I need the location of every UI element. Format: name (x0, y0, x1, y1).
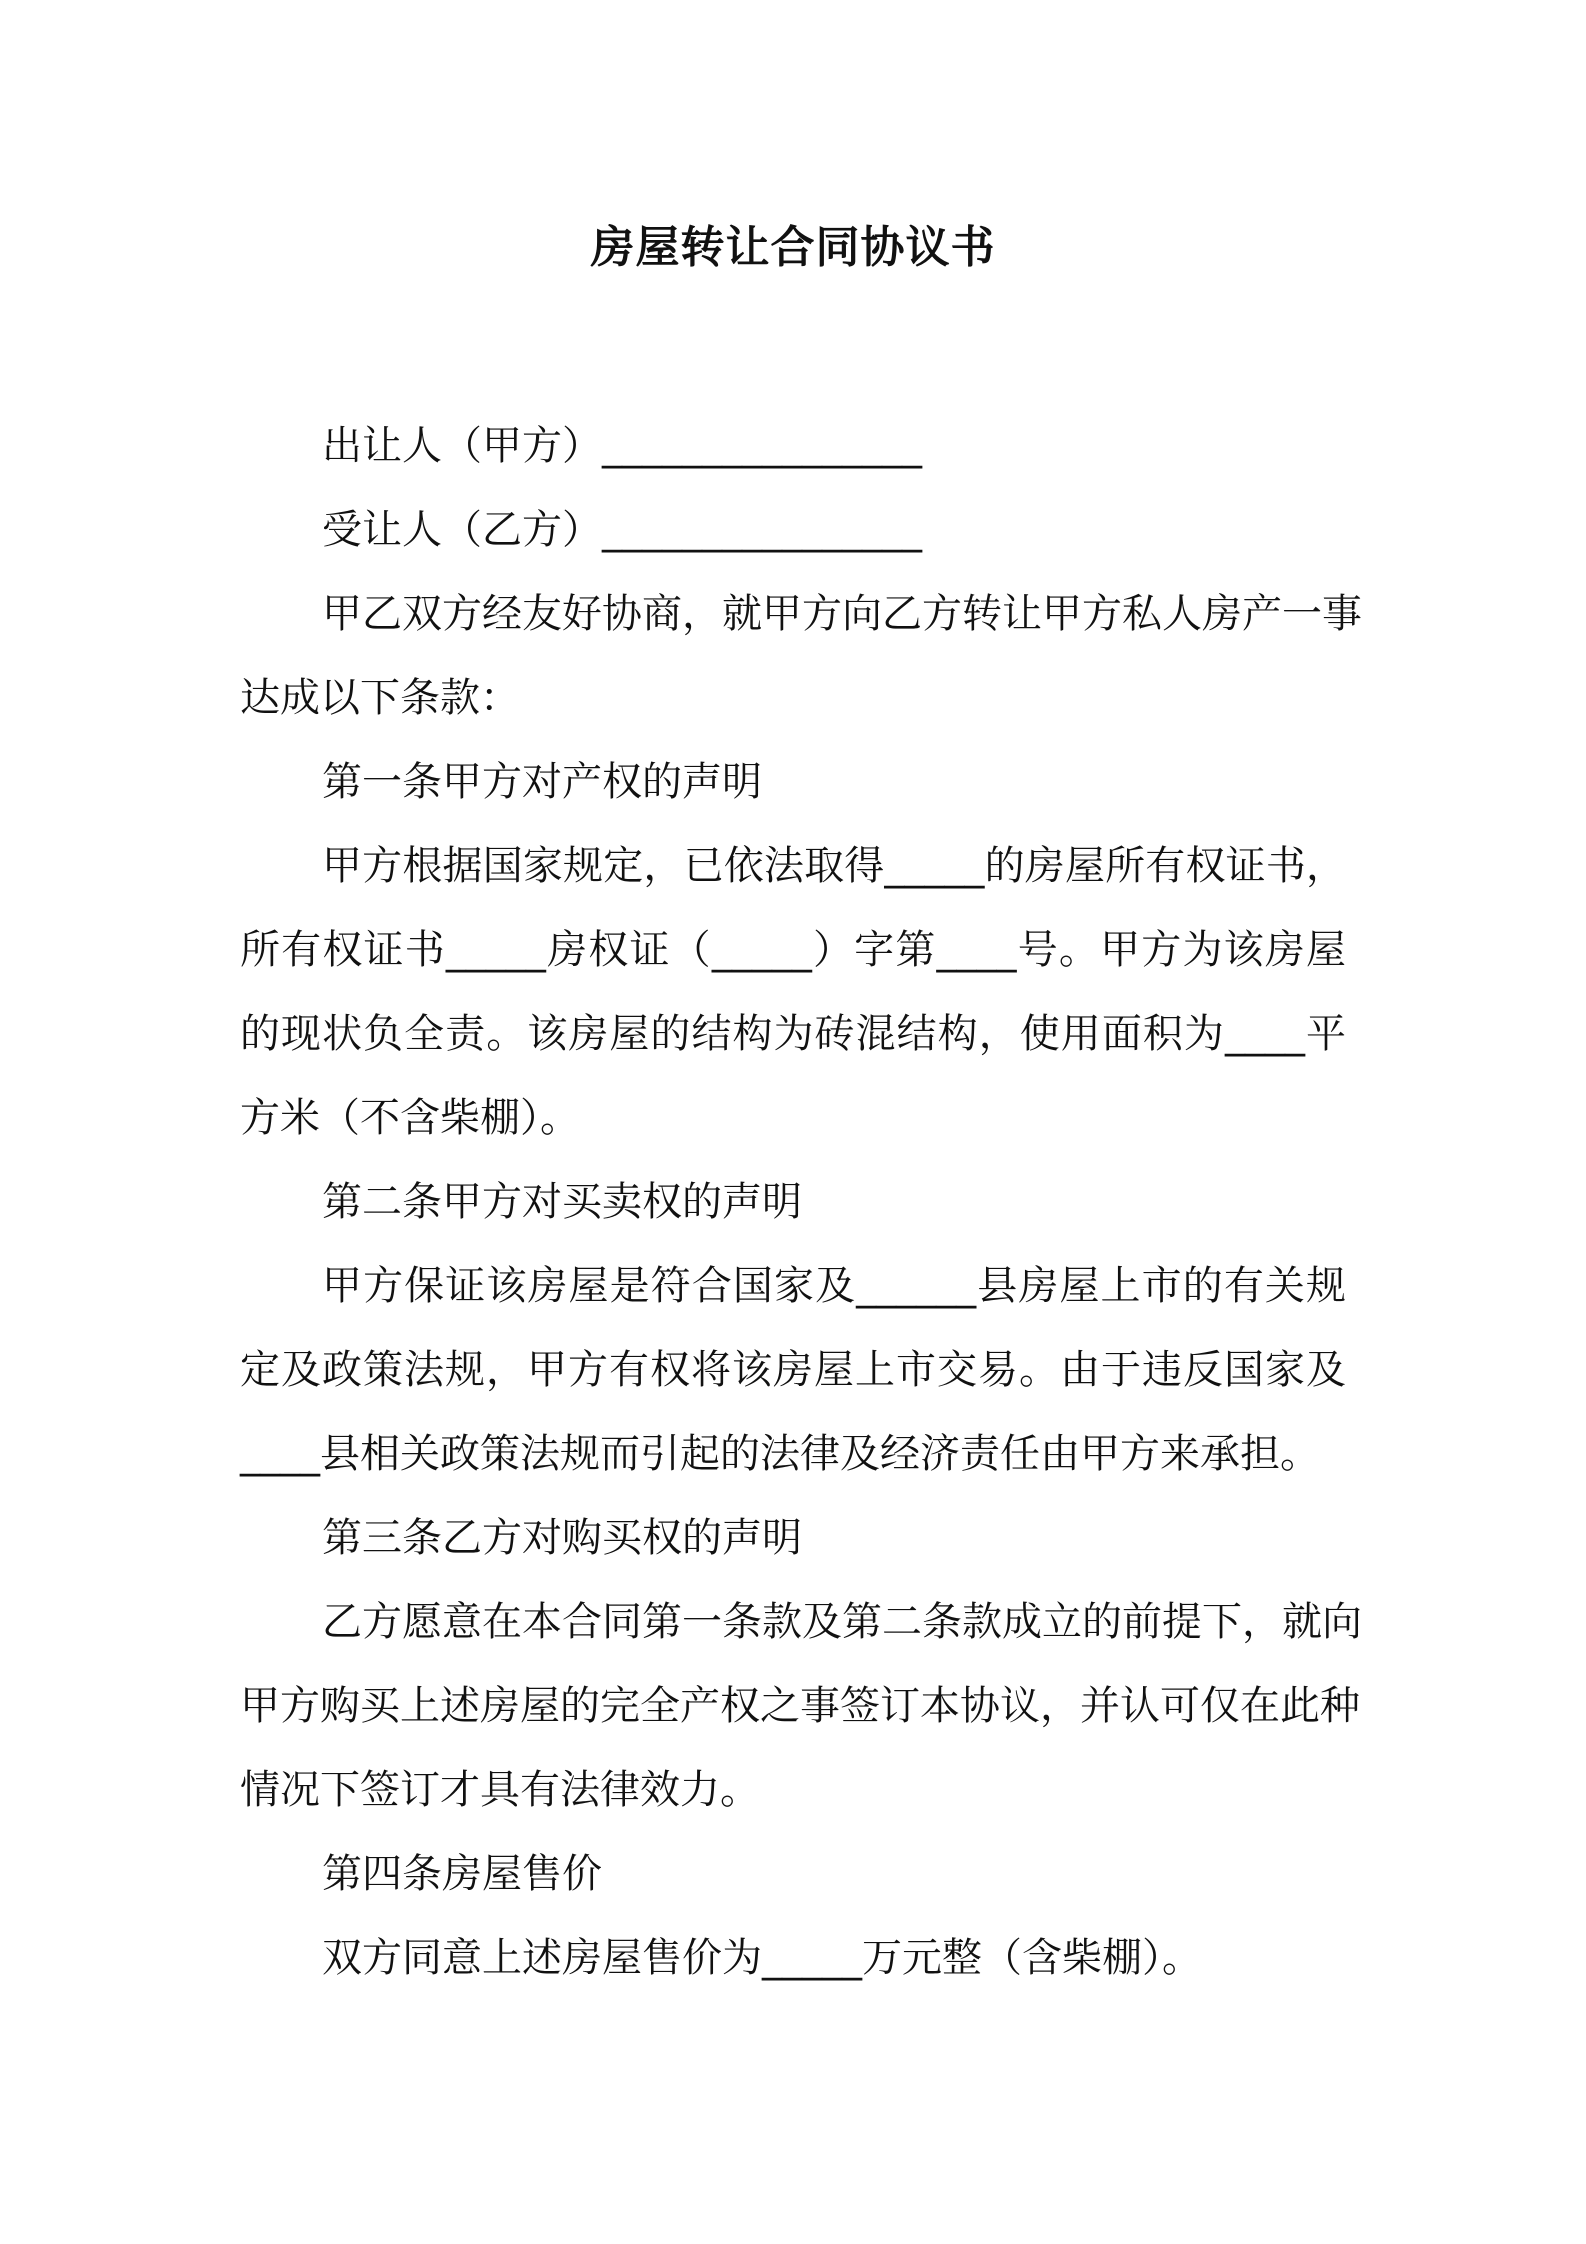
article-1-line-2: 所有权证书_____房权证（_____）字第____号。甲方为该房屋 (240, 927, 1346, 973)
intro-line-2: 达成以下条款： (240, 675, 520, 721)
article-3-line-1: 乙方愿意在本合同第一条款及第二条款成立的前提下，就向 (322, 1599, 1362, 1645)
article-2-line-1: 甲方保证该房屋是符合国家及______县房屋上市的有关规 (322, 1263, 1346, 1309)
article-3-heading: 第三条乙方对购买权的声明 (322, 1515, 802, 1561)
document-body (240, 404, 1362, 2000)
intro-line-1: 甲乙双方经友好协商，就甲方向乙方转让甲方私人房产一事 (322, 591, 1362, 637)
article-4-heading: 第四条房屋售价 (322, 1851, 602, 1897)
article-1-line-1: 甲方根据国家规定，已依法取得_____的房屋所有权证书， (322, 843, 1346, 889)
article-1-line-3: 的现状负全责。该房屋的结构为砖混结构，使用面积为____平 (240, 1011, 1346, 1057)
article-1-line-4: 方米（不含柴棚）。 (240, 1095, 580, 1141)
article-3-line-2: 甲方购买上述房屋的完全产权之事签订本协议，并认可仅在此种 (240, 1683, 1360, 1729)
article-2-line-3: ____县相关政策法规而引起的法律及经济责任由甲方来承担。 (240, 1431, 1320, 1477)
article-3-line-3: 情况下签订才具有法律效力。 (240, 1767, 760, 1813)
party-b-line: 受让人（乙方）________________ (322, 507, 922, 553)
document-title: 房屋转让合同协议书 (590, 222, 996, 273)
party-a-line: 出让人（甲方）________________ (322, 423, 922, 469)
article-4-line-1: 双方同意上述房屋售价为_____万元整（含柴棚）。 (322, 1935, 1202, 1981)
article-1-heading: 第一条甲方对产权的声明 (322, 759, 762, 805)
article-2-line-2: 定及政策法规，甲方有权将该房屋上市交易。由于违反国家及 (240, 1347, 1346, 1393)
article-2-heading: 第二条甲方对买卖权的声明 (322, 1179, 802, 1225)
